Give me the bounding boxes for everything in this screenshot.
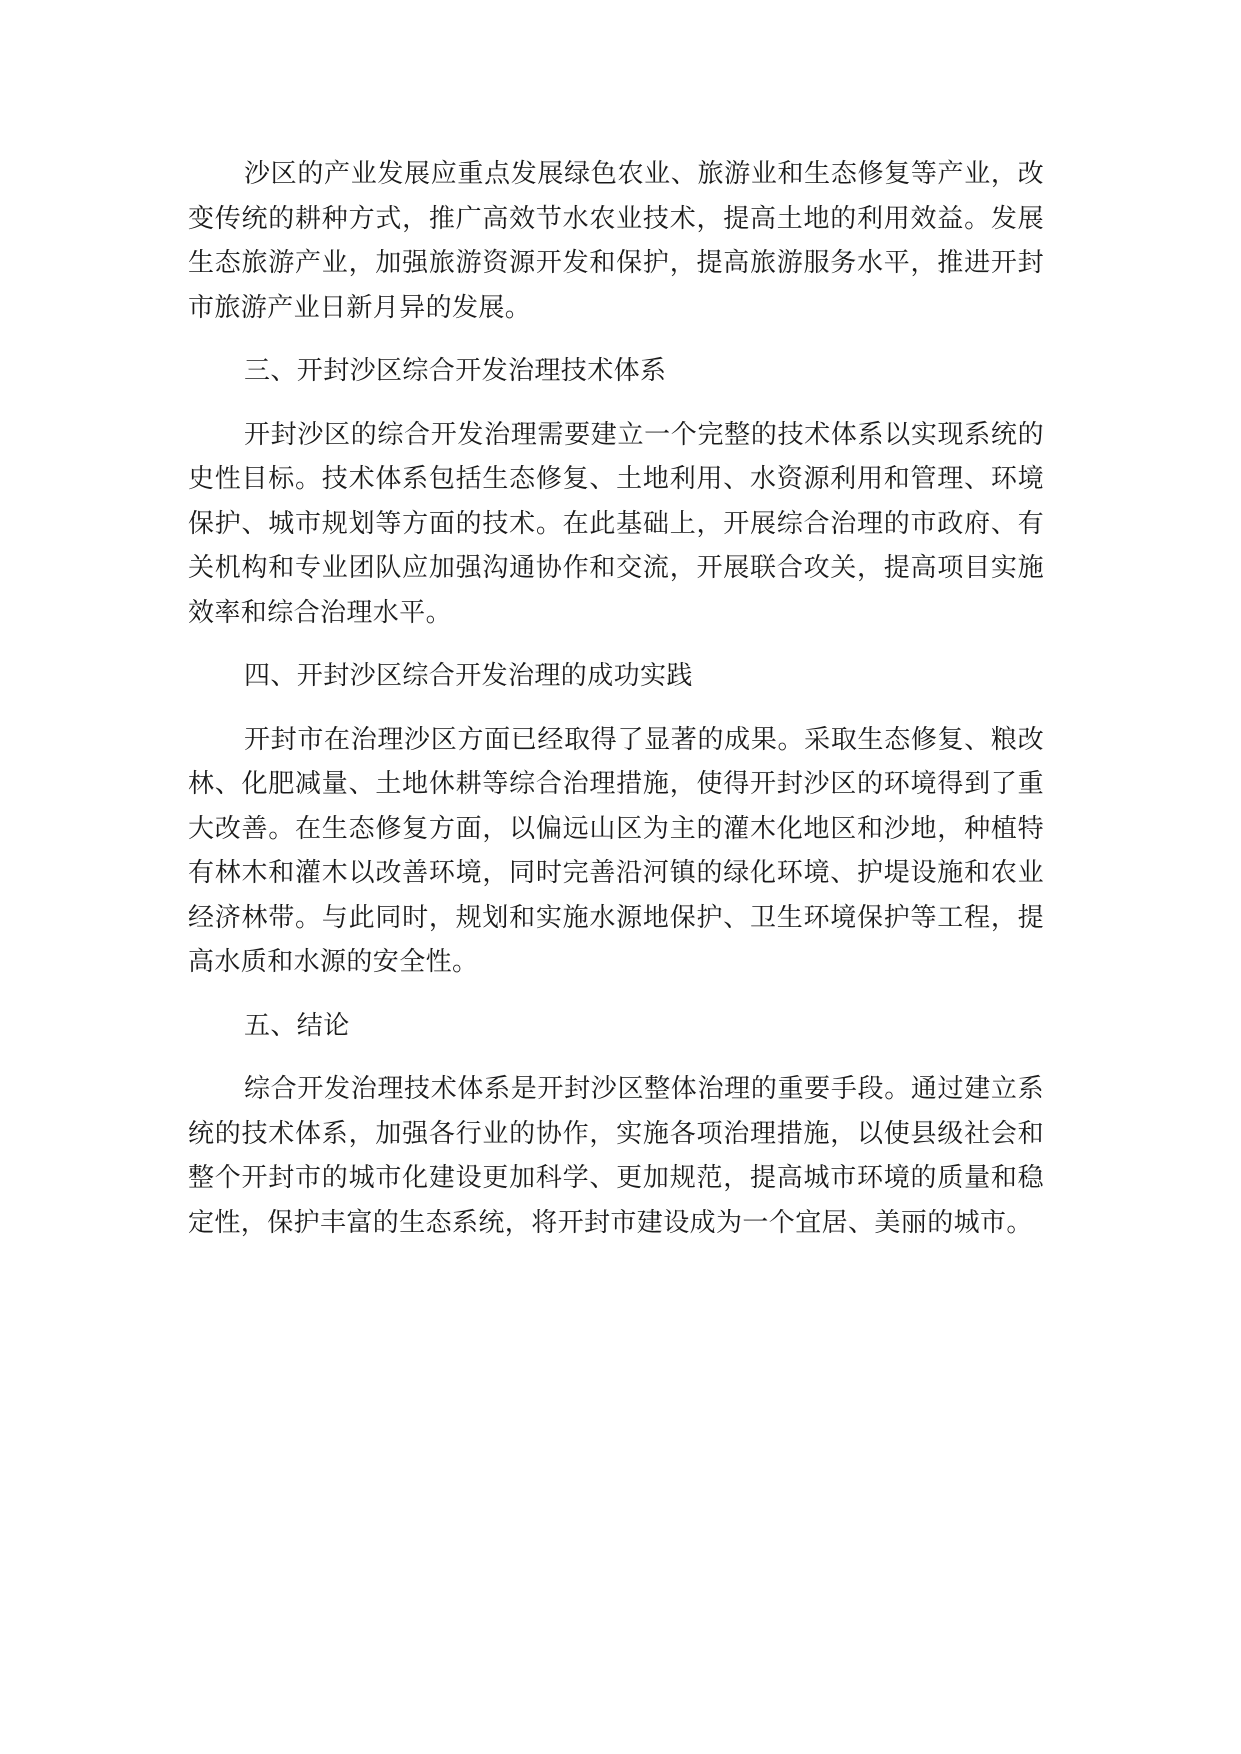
paragraph-conclusion: 综合开发治理技术体系是开封沙区整体治理的重要手段。通过建立系统的技术体系，加强各行业的协作，实施各项治理措施，以使县级社会和整个开封市的城市化建设更加科学、更加规范，提高城市环境的质量和稳定性，保护丰富的生态系统，将开封市建设成为一个宜居、美丽的城市。 xyxy=(188,1074,1044,1238)
section-heading-4: 四、开封沙区综合开发治理的成功实践 xyxy=(244,661,693,691)
paragraph-technical-system: 开封沙区的综合开发治理需要建立一个完整的技术体系以实现系统的史性目标。技术体系包括生态修复、土地利用、水资源利用和管理、环境保护、城市规划等方面的技术。在此基础上，开展综合治理的市政府、有关机构和专业团队应加强沟通协作和交流，开展联合攻关，提高项目实施效率和综合治理水平。 xyxy=(188,419,1044,628)
paragraph-successful-practice: 开封市在治理沙区方面已经取得了显著的成果。采取生态修复、粮改林、化肥减量、土地休耕等综合治理措施，使得开封沙区的环境得到了重大改善。在生态修复方面，以偏远山区为主的灌木化地区和沙地，种植特有林木和灌木以改善环境，同时完善沿河镇的绿化环境、护堤设施和农业经济林带。与此同时，规划和实施水源地保护、卫生环境保护等工程，提高水质和水源的安全性。 xyxy=(188,724,1044,977)
section-heading-3: 三、开封沙区综合开发治理技术体系 xyxy=(244,356,667,386)
paragraph-industry-development: 沙区的产业发展应重点发展绿色农业、旅游业和生态修复等产业，改变传统的耕种方式，推广高效节水农业技术，提高土地的利用效益。发展生态旅游产业，加强旅游资源开发和保护，提高旅游服务水平，推进开封市旅游产业日新月异的发展。 xyxy=(188,159,1044,323)
section-heading-5: 五、结论 xyxy=(244,1010,350,1041)
document-body xyxy=(188,152,1044,1264)
